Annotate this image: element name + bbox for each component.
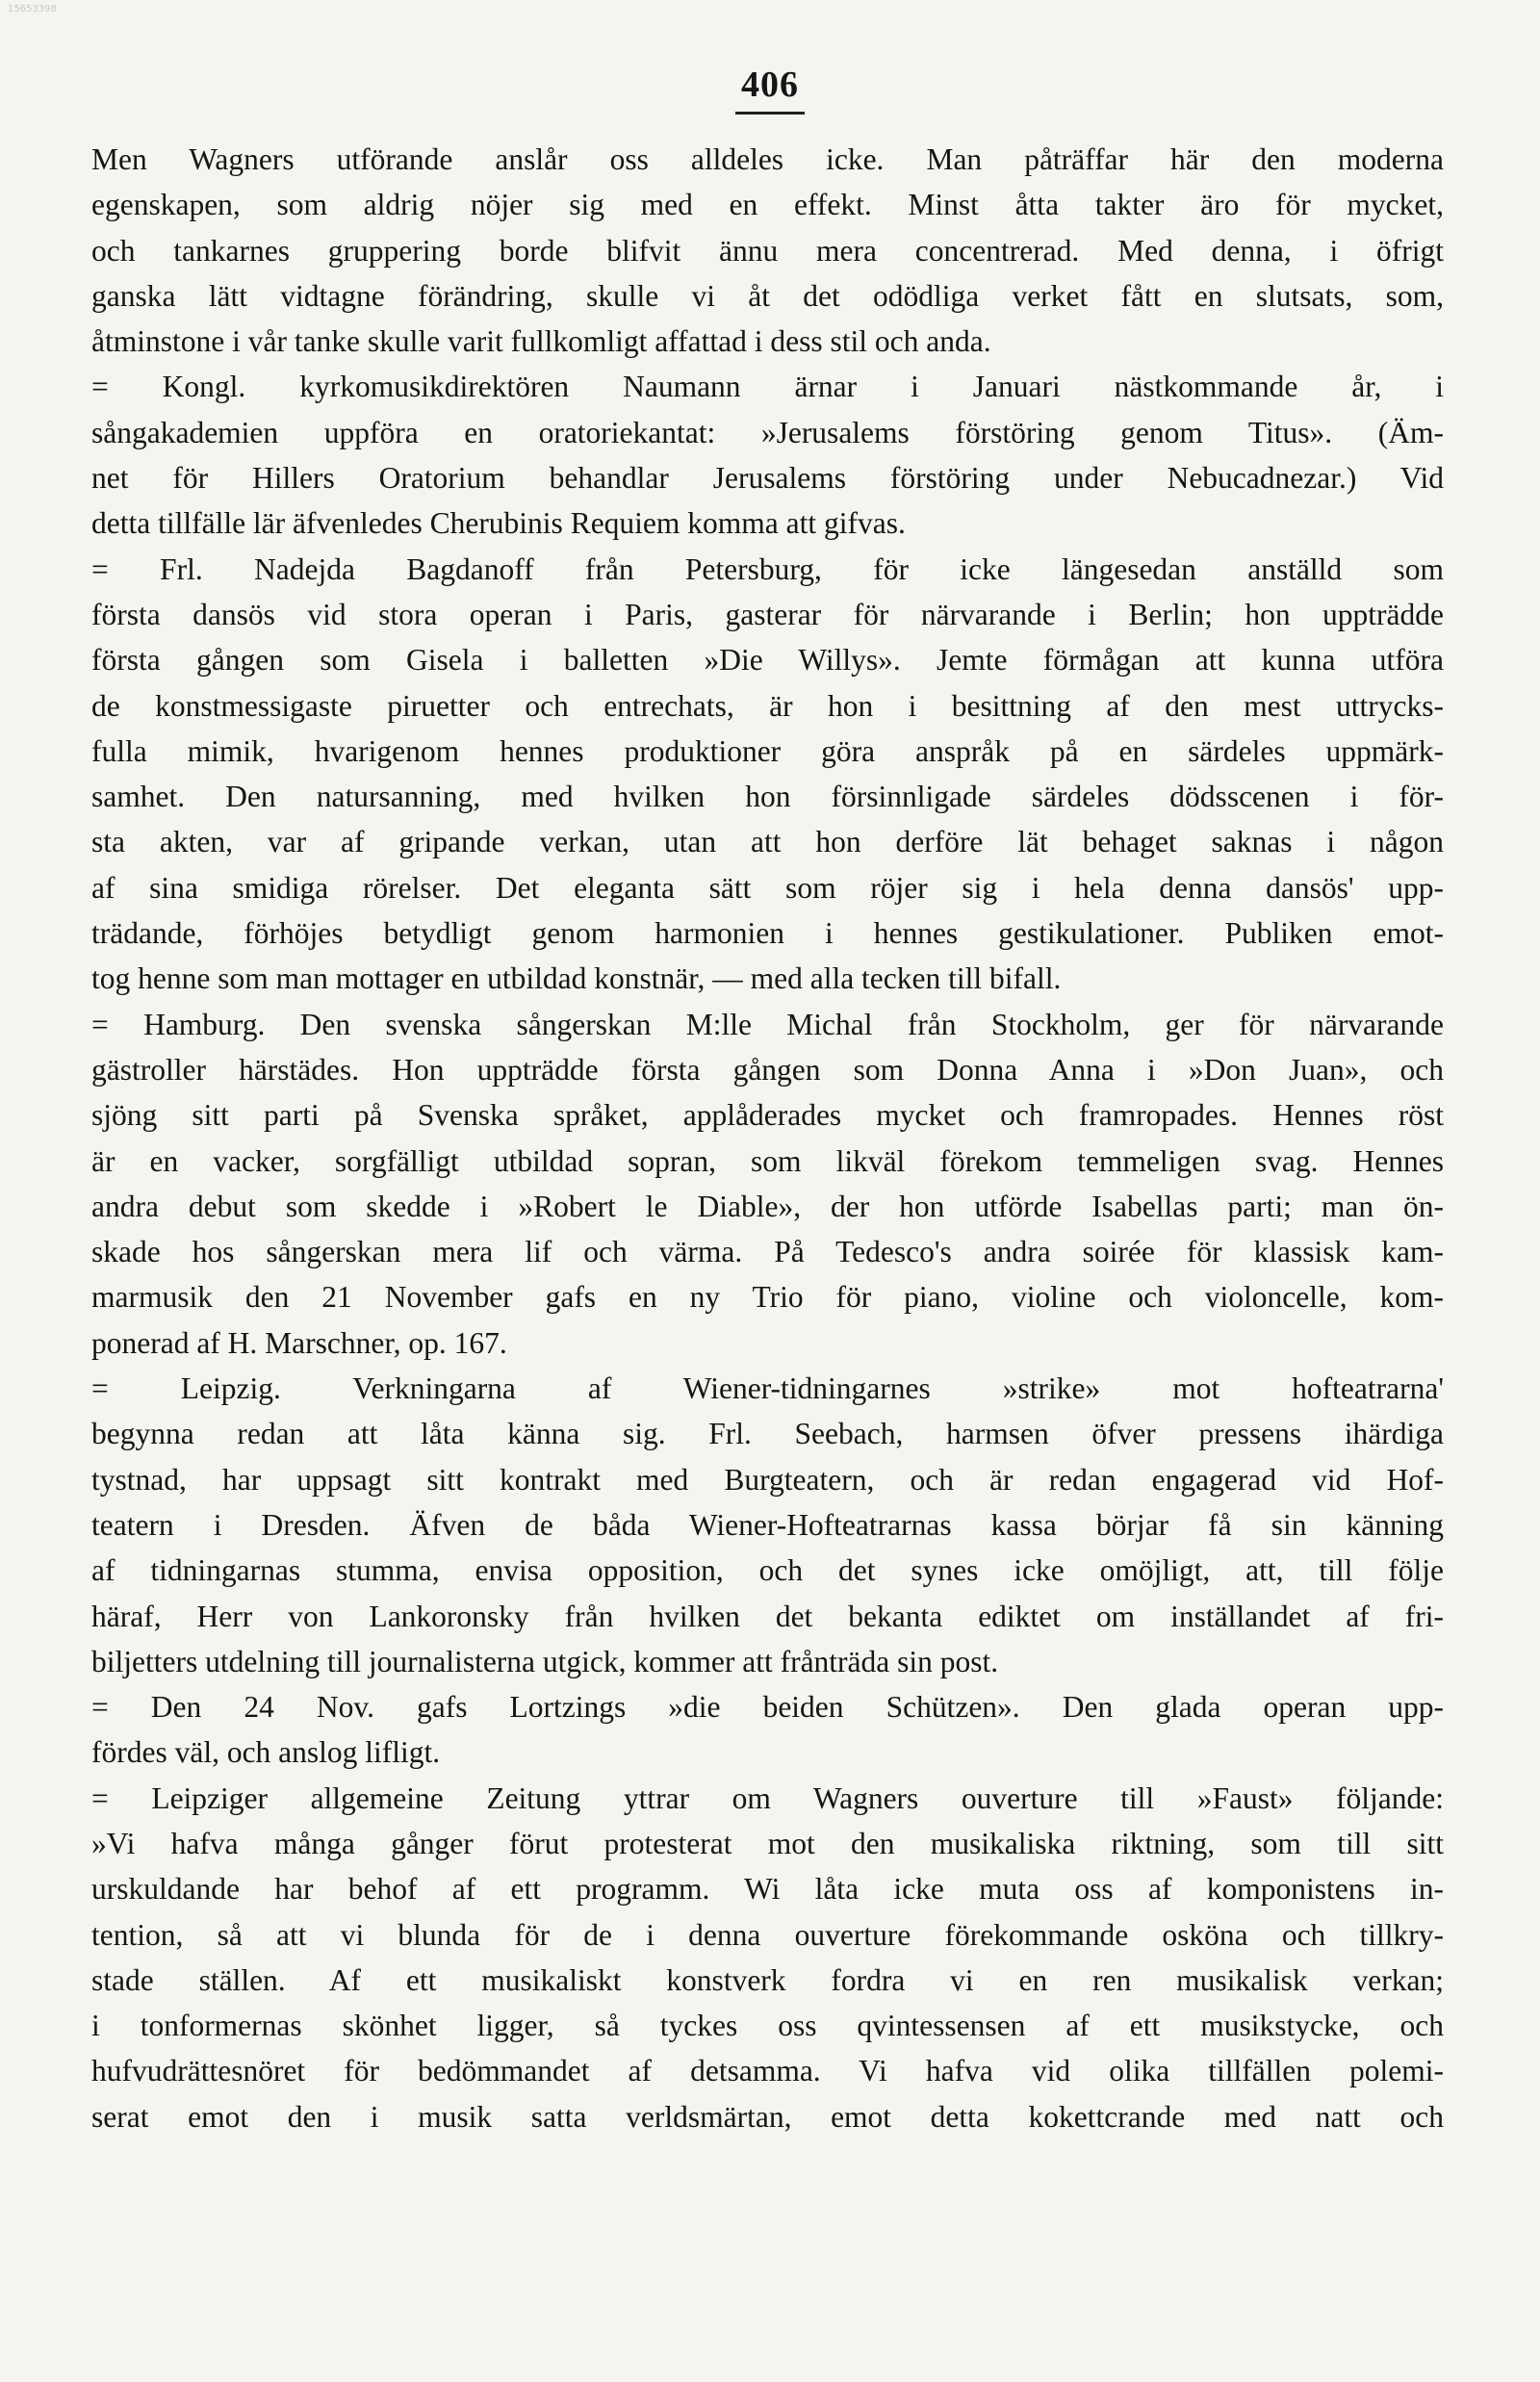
text-line: tention, så att vi blunda för de i denna ouverture förekommande osköna och tillkry- — [91, 1917, 1444, 1952]
text-line: ponerad af H. Marschner, op. 167. — [91, 1325, 507, 1360]
text-line: egenskapen, som aldrig nöjer sig med en effekt. Minst åtta takter äro för mycket, — [91, 188, 1444, 222]
text-line: åtminstone i vår tanke skulle varit fullkomligt affattad i dess stil och anda. — [91, 324, 991, 359]
text-line: af tidningarnas stumma, envisa opposition, och det synes icke omöjligt, att, till följe — [91, 1553, 1444, 1588]
text-line: tog henne som man mottager en utbildad konstnär, — med alla tecken till bifall. — [91, 961, 1062, 996]
text-line: sångakademien uppföra en oratoriekantat: »Jerusalems förstöring genom Titus». (Äm- — [91, 415, 1444, 449]
text-line: och tankarnes gruppering borde blifvit ännu mera concentrerad. Med denna, i öfrigt — [91, 233, 1444, 268]
text-line: marmusik den 21 November gafs en ny Trio för piano, violine och violoncelle, kom- — [91, 1280, 1444, 1315]
text-line: gästroller härstädes. Hon uppträdde första gången som Donna Anna i »Don Juan», och — [91, 1052, 1444, 1087]
text-line: hufvudrättesnöret för bedömmandet af detsamma. Vi hafva vid olika tillfällen polemi- — [91, 2054, 1444, 2088]
text-line: sjöng sitt parti på Svenska språket, applåderades mycket och framropades. Hennes röst — [91, 1098, 1444, 1133]
text-line: tystnad, har uppsagt sitt kontrakt med Burgteatern, och är redan engagerad vid Hof- — [91, 1462, 1444, 1497]
text-line: första dansös vid stora operan i Paris, gasterar för närvarande i Berlin; hon uppträdde — [91, 597, 1444, 631]
text-line: serat emot den i musik satta verldsmärtan, emot detta kokettcrande med natt och — [91, 2099, 1444, 2134]
text-line: Men Wagners utförande anslår oss alldeles icke. Man påträffar här den moderna — [91, 142, 1444, 176]
text-line: »Vi hafva många gånger förut protesterat mot den musikaliska riktning, som till sitt — [91, 1826, 1444, 1860]
text-line: = Leipzig. Verkningarna af Wiener-tidningarnes »strike» mot hofteatrarna' — [91, 1371, 1444, 1406]
text-line: = Kongl. kyrkomusikdirektören Naumann ärnar i Januari nästkommande år, i — [91, 370, 1444, 404]
text-line: är en vacker, sorgfälligt utbildad sopran, som likväl förekom temmeligen svag. Hennes — [91, 1143, 1444, 1178]
text-line: trädande, förhöjes betydligt genom harmonien i hennes gestikulationer. Publiken emot- — [91, 916, 1444, 951]
text-line: de konstmessigaste piruetter och entrechats, är hon i besittning af den mest uttrycks- — [91, 688, 1444, 723]
text-line: häraf, Herr von Lankoronsky från hvilken det bekanta ediktet om inställandet af fri- — [91, 1599, 1444, 1633]
text-line: = Frl. Nadejda Bagdanoff från Petersburg, för icke längesedan anställd som — [91, 551, 1444, 586]
corner-mark: 15653398 — [8, 4, 57, 14]
text-line: ganska lätt vidtagne förändring, skulle vi åt det odödliga verket fått en slutsats, som, — [91, 278, 1444, 313]
text-line: net för Hillers Oratorium behandlar Jerusalems förstöring under Nebucadnezar.) Vid — [91, 461, 1444, 496]
text-line: detta tillfälle lär äfvenledes Cherubinis Requiem komma att gifvas. — [91, 506, 906, 541]
body-text — [91, 137, 1444, 2139]
text-line: teatern i Dresden. Äfven de båda Wiener-Hofteatrarnas kassa börjar få sin känning — [91, 1507, 1444, 1542]
text-line: första gången som Gisela i balletten »Die Willys». Jemte förmågan att kunna utföra — [91, 643, 1444, 678]
text-line: sta akten, var af gripande verkan, utan att hon derföre lät behaget saknas i någon — [91, 825, 1444, 859]
text-line: biljetters utdelning till journalisterna utgick, kommer att frånträda sin post. — [91, 1644, 999, 1678]
text-line: = Hamburg. Den svenska sångerskan M:lle Michal från Stockholm, ger för närvarande — [91, 1007, 1444, 1041]
text-line: stade ställen. Af ett musikaliskt konstverk fordra vi en ren musikalisk verkan; — [91, 1962, 1444, 1997]
text-line: = Leipziger allgemeine Zeitung yttrar om Wagners ouverture till »Faust» följande: — [91, 1780, 1444, 1815]
text-line: begynna redan att låta känna sig. Frl. Seebach, harmsen öfver pressens ihärdiga — [91, 1417, 1444, 1451]
text-line: fördes väl, och anslog lifligt. — [91, 1735, 441, 1770]
text-line: i tonformernas skönhet ligger, så tyckes oss qvintessensen af ett musikstycke, och — [91, 2009, 1444, 2043]
text-line: skade hos sångerskan mera lif och värma. På Tedesco's andra soirée för klassisk kam- — [91, 1235, 1444, 1269]
text-line: andra debut som skedde i »Robert le Diable», der hon utförde Isabellas parti; man ön- — [91, 1189, 1444, 1223]
page-number: 406 — [735, 64, 805, 115]
text-line: samhet. Den natursanning, med hvilken hon försinnligade särdeles dödsscenen i för- — [91, 780, 1444, 814]
text-line: urskuldande har behof af ett programm. Wi låta icke muta oss af komponistens in- — [91, 1872, 1444, 1907]
page-header — [0, 64, 1540, 115]
text-line: fulla mimik, hvarigenom hennes produktioner göra anspråk på en särdeles uppmärk- — [91, 733, 1444, 768]
text-line: af sina smidiga rörelser. Det eleganta sätt som röjer sig i hela denna dansös' upp- — [91, 870, 1444, 905]
text-line: = Den 24 Nov. gafs Lortzings »die beiden Schützen». Den glada operan upp- — [91, 1690, 1444, 1725]
